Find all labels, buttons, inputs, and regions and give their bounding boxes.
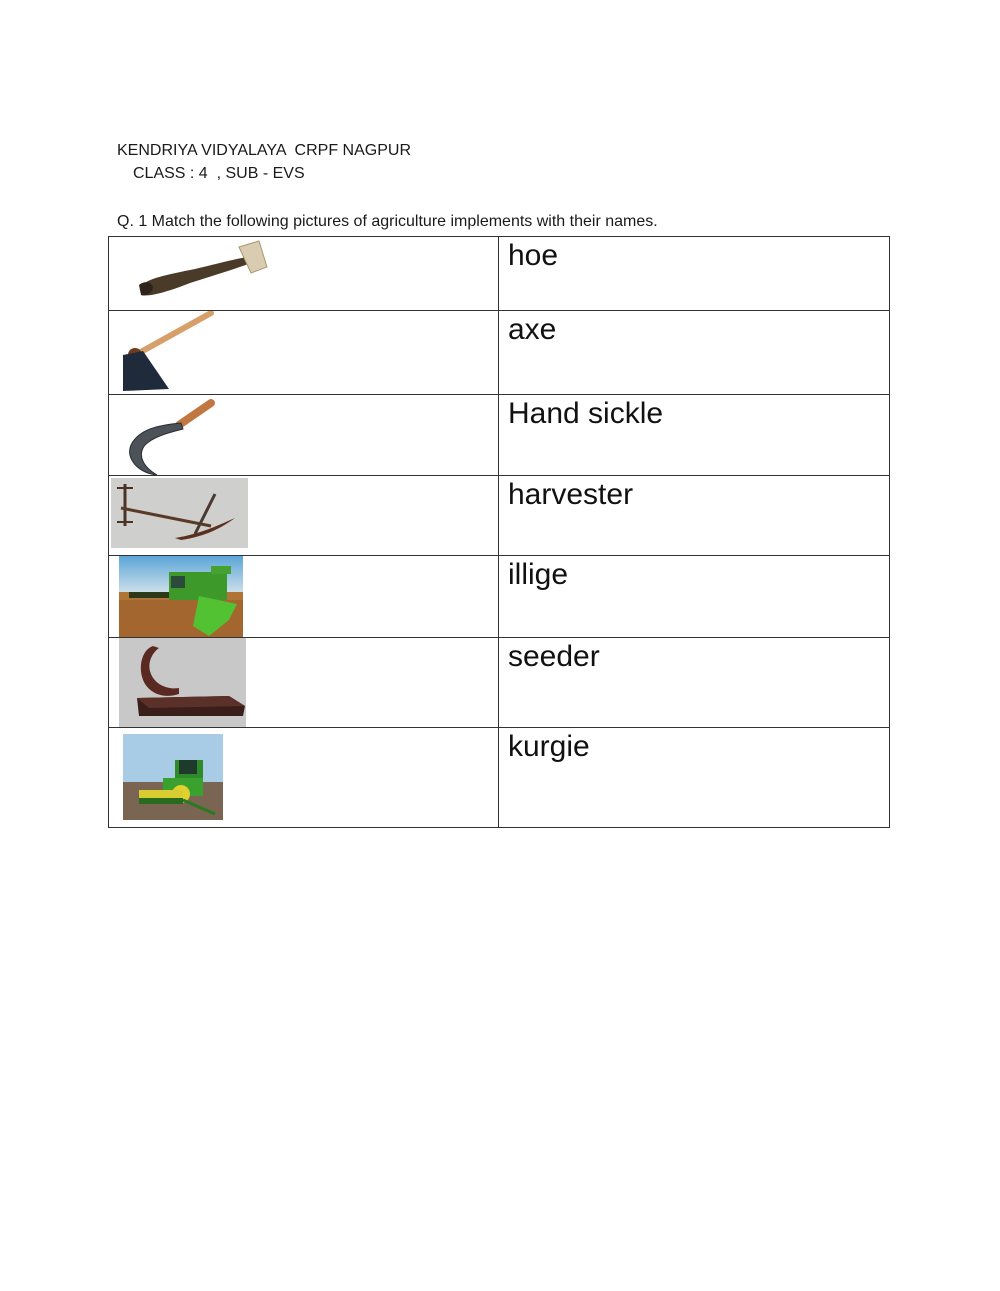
- table-row: [109, 556, 890, 638]
- school-name: KENDRIYA VIDYALAYA CRPF NAGPUR: [117, 142, 411, 159]
- table-row: [109, 728, 890, 828]
- match-table: [108, 236, 890, 828]
- plough-image: [111, 478, 248, 548]
- name-cell: hoe: [499, 237, 890, 311]
- combine-harvester-image: [119, 556, 243, 637]
- kurgie-blade-image: [119, 638, 246, 727]
- picture-cell: [109, 476, 499, 556]
- class-subject-line: CLASS : 4 , SUB - EVS: [133, 165, 305, 182]
- picture-cell: [109, 311, 499, 395]
- picture-cell: [109, 237, 499, 311]
- picture-cell: [109, 395, 499, 476]
- hand-sickle-image: [119, 397, 219, 475]
- axe-image: [135, 239, 270, 299]
- name-cell: Hand sickle: [499, 395, 890, 476]
- name-cell: seeder: [499, 638, 890, 728]
- seeder-tractor-image: [123, 734, 223, 820]
- picture-cell: [109, 638, 499, 728]
- table-row: [109, 476, 890, 556]
- table-row: [109, 237, 890, 311]
- picture-cell: [109, 556, 499, 638]
- name-cell: harvester: [499, 476, 890, 556]
- name-cell: illige: [499, 556, 890, 638]
- picture-cell: [109, 728, 499, 828]
- question-text: Q. 1 Match the following pictures of agriculture implements with their names.: [117, 213, 658, 230]
- table-row: [109, 638, 890, 728]
- name-cell: kurgie: [499, 728, 890, 828]
- table-row: [109, 311, 890, 395]
- name-cell: axe: [499, 311, 890, 395]
- hoe-image: [119, 311, 219, 393]
- table-row: [109, 395, 890, 476]
